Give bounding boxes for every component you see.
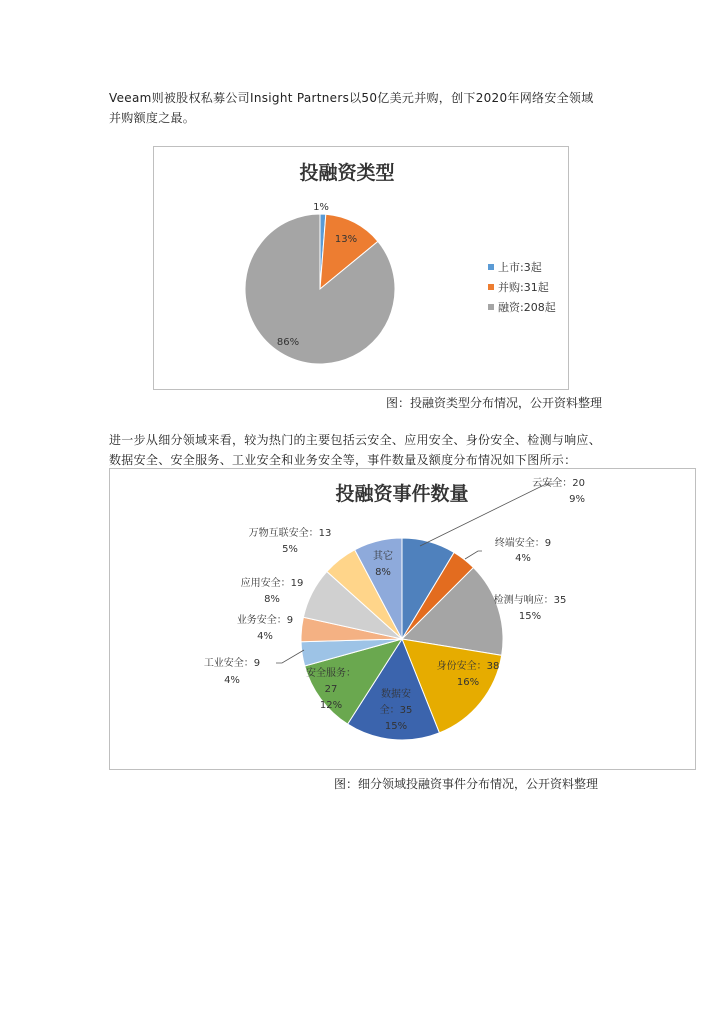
intro-line-2: 并购额度之最。 [109,111,196,125]
slice-label: 全：35 [379,705,413,716]
slice-label: 15% [518,611,542,622]
slice-label: 8% [375,567,391,578]
legend-swatch [488,304,494,310]
slice-label: 应用安全：19 [240,578,304,589]
slice-label: 1% [313,202,329,213]
slice-label: 检测与响应：35 [493,595,567,606]
legend-label: 上市:3起 [498,261,542,274]
slice-label: 业务安全：9 [236,615,294,626]
chart-title: 投融资事件数量 [335,483,469,505]
slice-label: 身份安全：38 [436,661,500,672]
slice-label: 4% [515,553,531,564]
legend-swatch [488,264,494,270]
slice-label: 86% [276,337,300,348]
slice-label: 8% [264,594,280,605]
slice-label: 终端安全：9 [494,538,552,549]
slice-label: 云安全：20 [532,478,585,489]
chart-legend [488,260,556,314]
chart-frame-type [153,146,569,390]
detail-line-1: 进一步从细分领域来看，较为热门的主要包括云安全、应用安全、身份安全、检测与响应、 [109,433,602,447]
slice-label: 数据安 [381,689,411,700]
leader-line [276,650,304,663]
slice-label: 其它 [373,551,393,562]
detail-line-2: 数据安全、安全服务、工业安全和业务安全等，事件数量及额度分布情况如下图所示： [109,453,577,467]
slice-label: 4% [257,631,273,642]
chart-title: 投融资类型 [299,162,395,184]
segment-pie-chart [110,469,695,769]
slice-label: 15% [384,721,408,732]
intro-line-1: Veeam则被股权私募公司Insight Partners以50亿美元并购，创下2020年网络安全领域 [109,91,594,105]
slice-label: 工业安全：9 [203,658,261,669]
slice-label: 13% [334,234,358,245]
legend-label: 并购:31起 [498,281,549,294]
slice-label: 27 [324,684,338,695]
slice-label: 万物互联安全：13 [248,528,332,539]
chart-frame-segments [109,468,696,770]
slice-label: 16% [456,677,480,688]
slice-label: 安全服务： [306,668,356,679]
leader-line [465,551,482,559]
slice-label: 5% [282,544,298,555]
investment-type-pie-chart [154,147,568,389]
caption-2: 图：细分领域投融资事件分布情况，公开资料整理 [334,777,599,791]
intro-paragraph [109,88,619,128]
slice-label: 12% [319,700,343,711]
slice-label: 9% [569,494,585,505]
slice-label: 4% [224,675,240,686]
legend-swatch [488,284,494,290]
caption-1: 图：投融资类型分布情况，公开资料整理 [386,396,603,410]
legend-label: 融资:208起 [498,301,556,314]
detail-paragraph [109,430,619,470]
